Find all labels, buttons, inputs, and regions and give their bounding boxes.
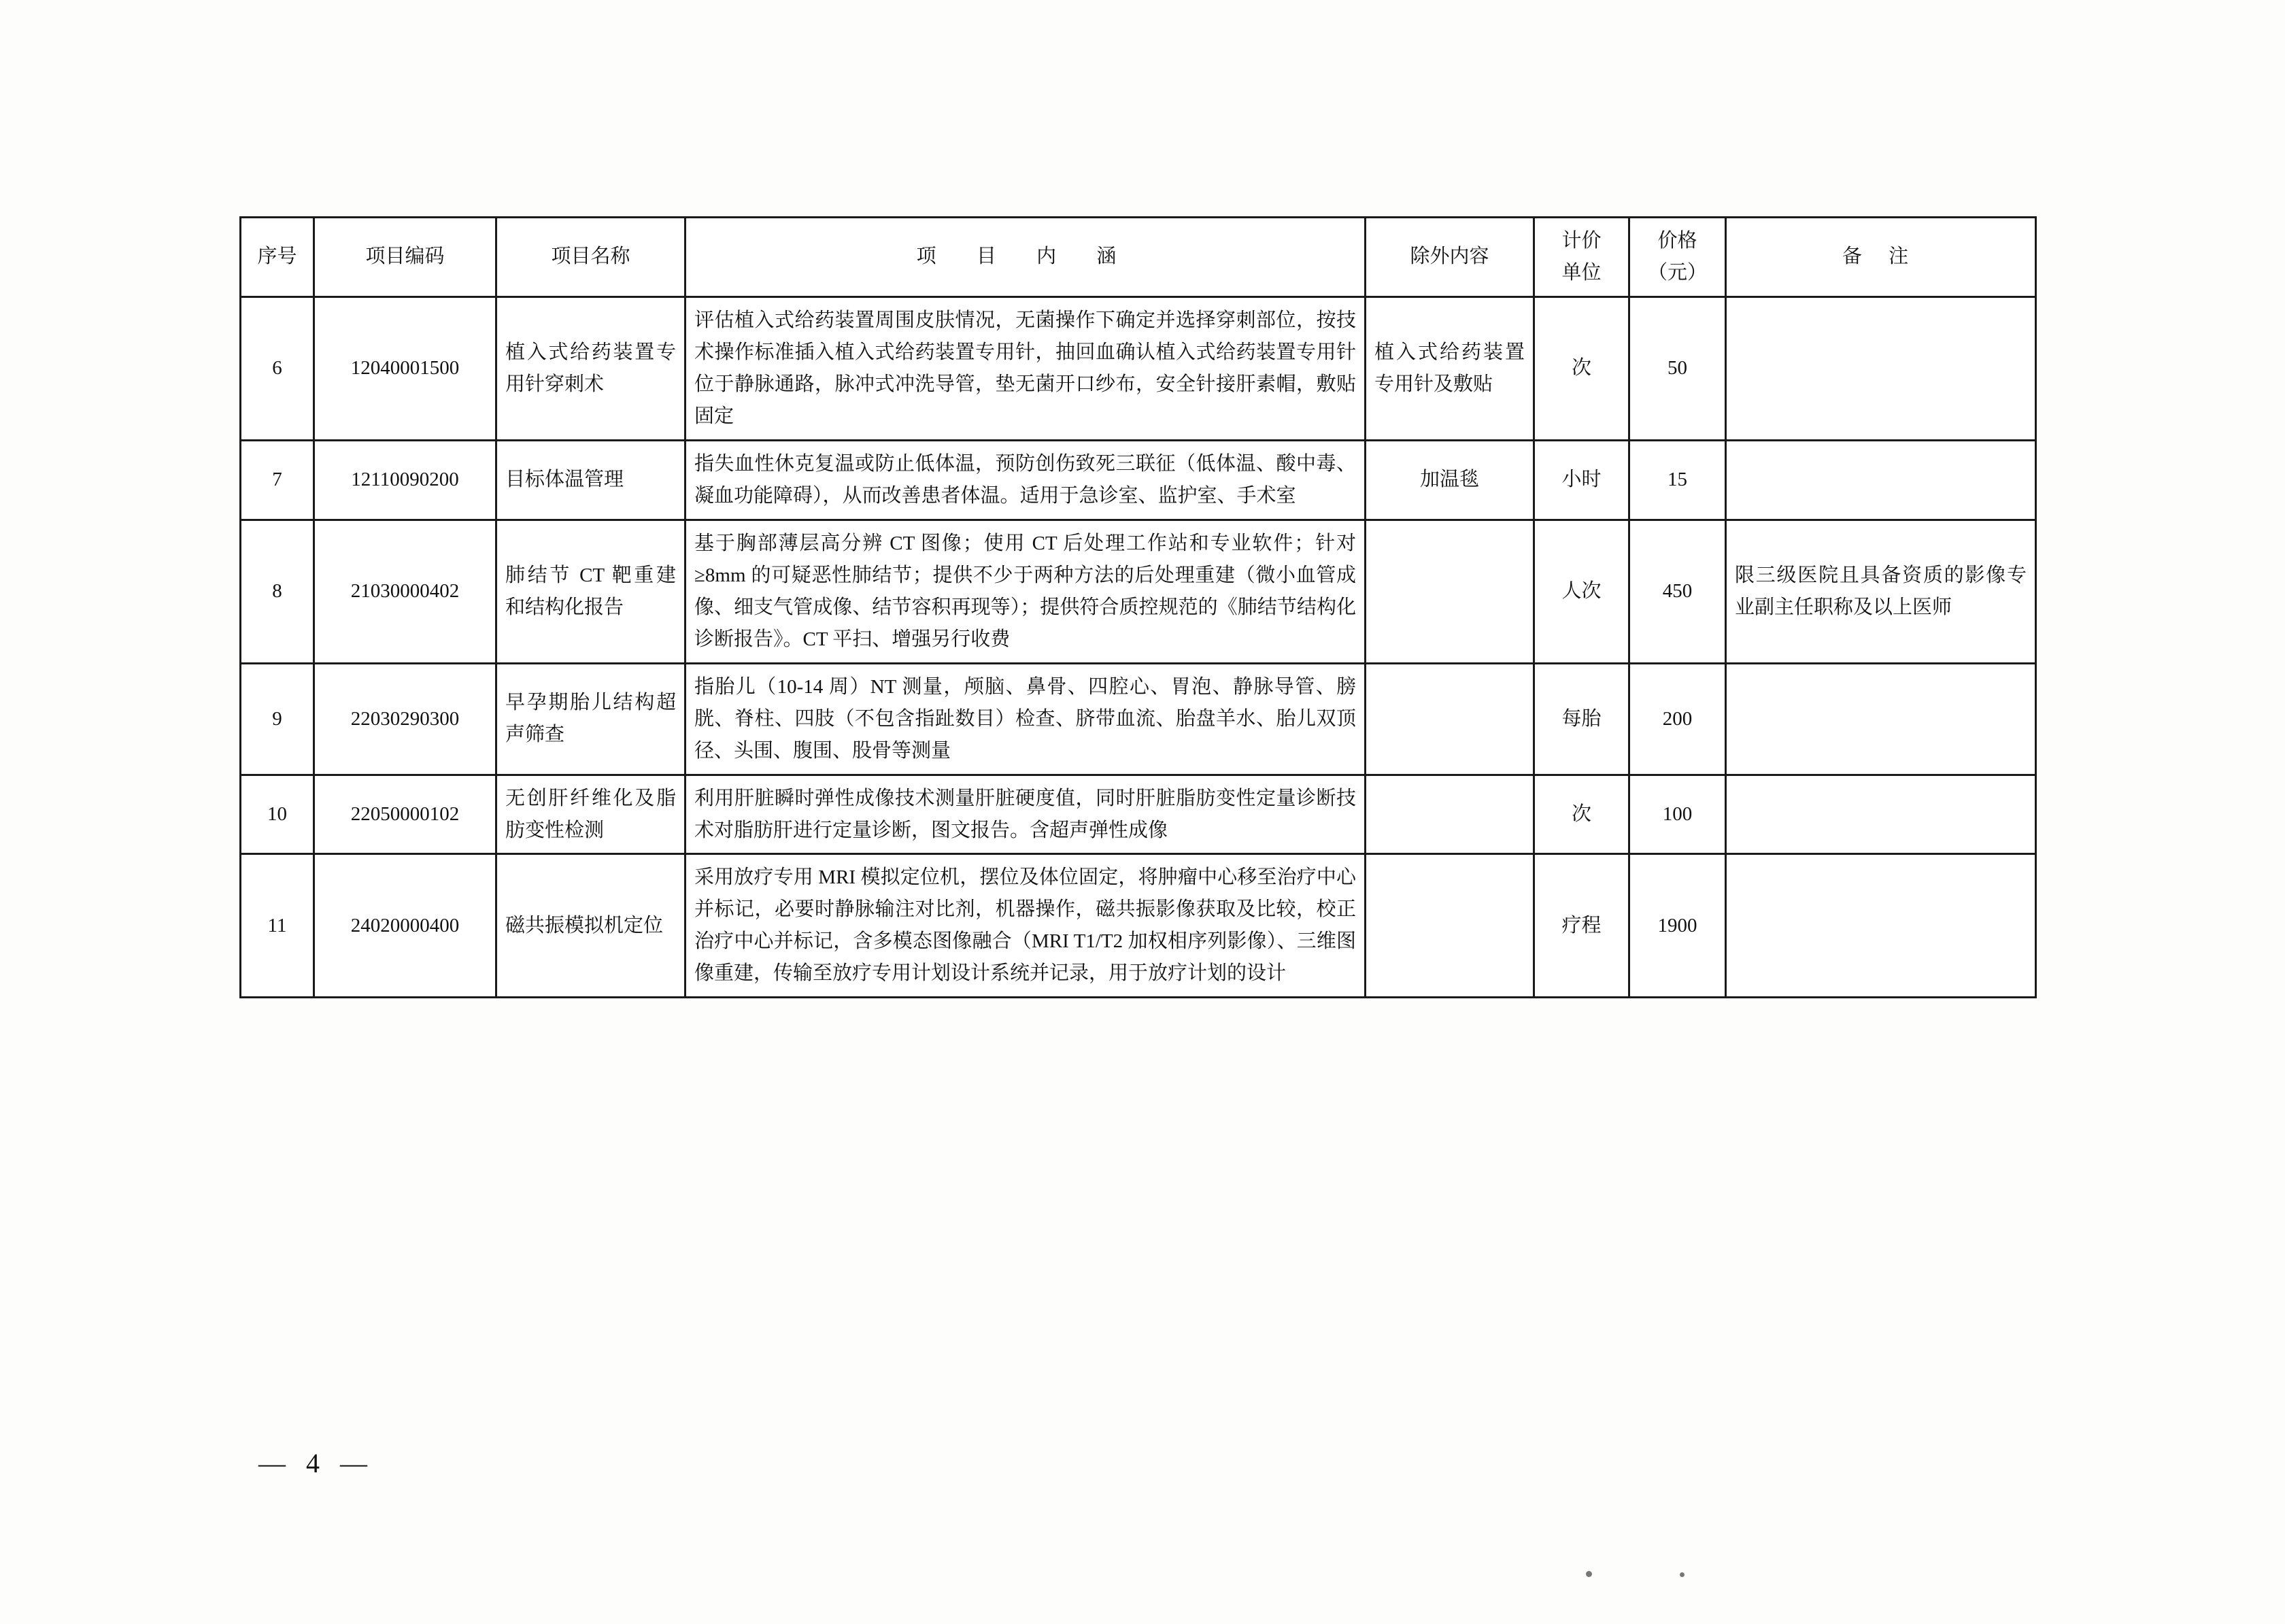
table-body — [241, 297, 2036, 997]
cell-unit: 人次 — [1534, 520, 1629, 663]
cell-unit: 次 — [1534, 775, 1629, 854]
column-header-price-line2: （元） — [1647, 261, 1707, 284]
cell-content: 指失血性休克复温或防止低体温，预防创伤致死三联征（低体温、酸中毒、凝血功能障碍），从而改善患者体温。适用于急诊室、监护室、手术室 — [686, 440, 1366, 520]
medical-service-price-table — [239, 216, 2037, 998]
price-table-container — [239, 216, 2035, 998]
scan-artifact — [1586, 1571, 1592, 1577]
cell-price: 50 — [1629, 297, 1726, 440]
cell-remark — [1726, 854, 2036, 998]
cell-exclude — [1366, 663, 1534, 775]
scan-artifact — [1680, 1572, 1685, 1577]
cell-name: 植入式给药装置专用针穿刺术 — [496, 297, 686, 440]
cell-content: 采用放疗专用 MRI 模拟定位机，摆位及体位固定，将肿瘤中心移至治疗中心并标记，必要时静脉输注对比剂，机器操作，磁共振影像获取及比较，校正治疗中心并标记，含多模态图像融合（MRI T1/T2 加权相序列影像）、三维图像重建，传输至放疗专用计划设计系统并记录，用于放疗计划的设计 — [686, 854, 1366, 998]
cell-exclude — [1366, 520, 1534, 663]
cell-remark: 限三级医院且具备资质的影像专业副主任职称及以上医师 — [1726, 520, 2036, 663]
column-header-remark: 备 注 — [1726, 218, 2036, 297]
cell-exclude — [1366, 854, 1534, 998]
cell-code: 21030000402 — [314, 520, 496, 663]
cell-price: 450 — [1629, 520, 1726, 663]
cell-exclude: 加温毯 — [1366, 440, 1534, 520]
cell-remark — [1726, 297, 2036, 440]
column-header-unit-line1: 计价 — [1561, 230, 1602, 252]
cell-exclude: 植入式给药装置专用针及敷贴 — [1366, 297, 1534, 440]
column-header-unit-line2: 单位 — [1561, 261, 1602, 284]
table-row — [241, 854, 2036, 998]
cell-unit: 次 — [1534, 297, 1629, 440]
cell-seq: 6 — [241, 297, 314, 440]
cell-remark — [1726, 440, 2036, 520]
cell-unit: 疗程 — [1534, 854, 1629, 998]
column-header-name: 项目名称 — [496, 218, 686, 297]
cell-name: 目标体温管理 — [496, 440, 686, 520]
cell-price: 15 — [1629, 440, 1726, 520]
cell-seq: 7 — [241, 440, 314, 520]
cell-price: 200 — [1629, 663, 1726, 775]
cell-code: 12040001500 — [314, 297, 496, 440]
column-header-unit — [1534, 218, 1629, 297]
column-header-seq: 序号 — [241, 218, 314, 297]
column-header-content: 项 目 内 涵 — [686, 218, 1366, 297]
table-row — [241, 520, 2036, 663]
column-header-exclude: 除外内容 — [1366, 218, 1534, 297]
cell-exclude — [1366, 775, 1534, 854]
table-header — [241, 218, 2036, 297]
table-row — [241, 440, 2036, 520]
cell-seq: 9 — [241, 663, 314, 775]
cell-price: 100 — [1629, 775, 1726, 854]
cell-code: 22030290300 — [314, 663, 496, 775]
cell-name: 无创肝纤维化及脂肪变性检测 — [496, 775, 686, 854]
cell-code: 12110090200 — [314, 440, 496, 520]
column-header-price-line1: 价格 — [1657, 230, 1697, 252]
cell-code: 24020000400 — [314, 854, 496, 998]
cell-content: 评估植入式给药装置周围皮肤情况，无菌操作下确定并选择穿刺部位，按技术操作标准插入植入式给药装置专用针，抽回血确认植入式给药装置专用针位于静脉通路，脉冲式冲洗导管，垫无菌开口纱布，安全针接肝素帽，敷贴固定 — [686, 297, 1366, 440]
cell-unit: 每胎 — [1534, 663, 1629, 775]
table-row — [241, 297, 2036, 440]
cell-name: 早孕期胎儿结构超声筛查 — [496, 663, 686, 775]
page-number: — 4 — — [258, 1448, 374, 1478]
table-row — [241, 775, 2036, 854]
table-row — [241, 663, 2036, 775]
cell-code: 22050000102 — [314, 775, 496, 854]
cell-name: 肺结节 CT 靶重建和结构化报告 — [496, 520, 686, 663]
cell-seq: 11 — [241, 854, 314, 998]
cell-content: 基于胸部薄层高分辨 CT 图像；使用 CT 后处理工作站和专业软件；针对≥8mm 的可疑恶性肺结节；提供不少于两种方法的后处理重建（微小血管成像、细支气管成像、结节容积再现等）；提供符合质控规范的《肺结节结构化诊断报告》。CT 平扫、增强另行收费 — [686, 520, 1366, 663]
column-header-price — [1629, 218, 1726, 297]
cell-unit: 小时 — [1534, 440, 1629, 520]
cell-price: 1900 — [1629, 854, 1726, 998]
table-header-row — [241, 218, 2036, 297]
cell-name: 磁共振模拟机定位 — [496, 854, 686, 998]
column-header-code: 项目编码 — [314, 218, 496, 297]
cell-seq: 10 — [241, 775, 314, 854]
cell-content: 指胎儿（10-14 周）NT 测量，颅脑、鼻骨、四腔心、胃泡、静脉导管、膀胱、脊柱、四肢（不包含指趾数目）检查、脐带血流、胎盘羊水、胎儿双顶径、头围、腹围、股骨等测量 — [686, 663, 1366, 775]
cell-content: 利用肝脏瞬时弹性成像技术测量肝脏硬度值，同时肝脏脂肪变性定量诊断技术对脂肪肝进行定量诊断，图文报告。含超声弹性成像 — [686, 775, 1366, 854]
cell-remark — [1726, 775, 2036, 854]
cell-seq: 8 — [241, 520, 314, 663]
cell-remark — [1726, 663, 2036, 775]
